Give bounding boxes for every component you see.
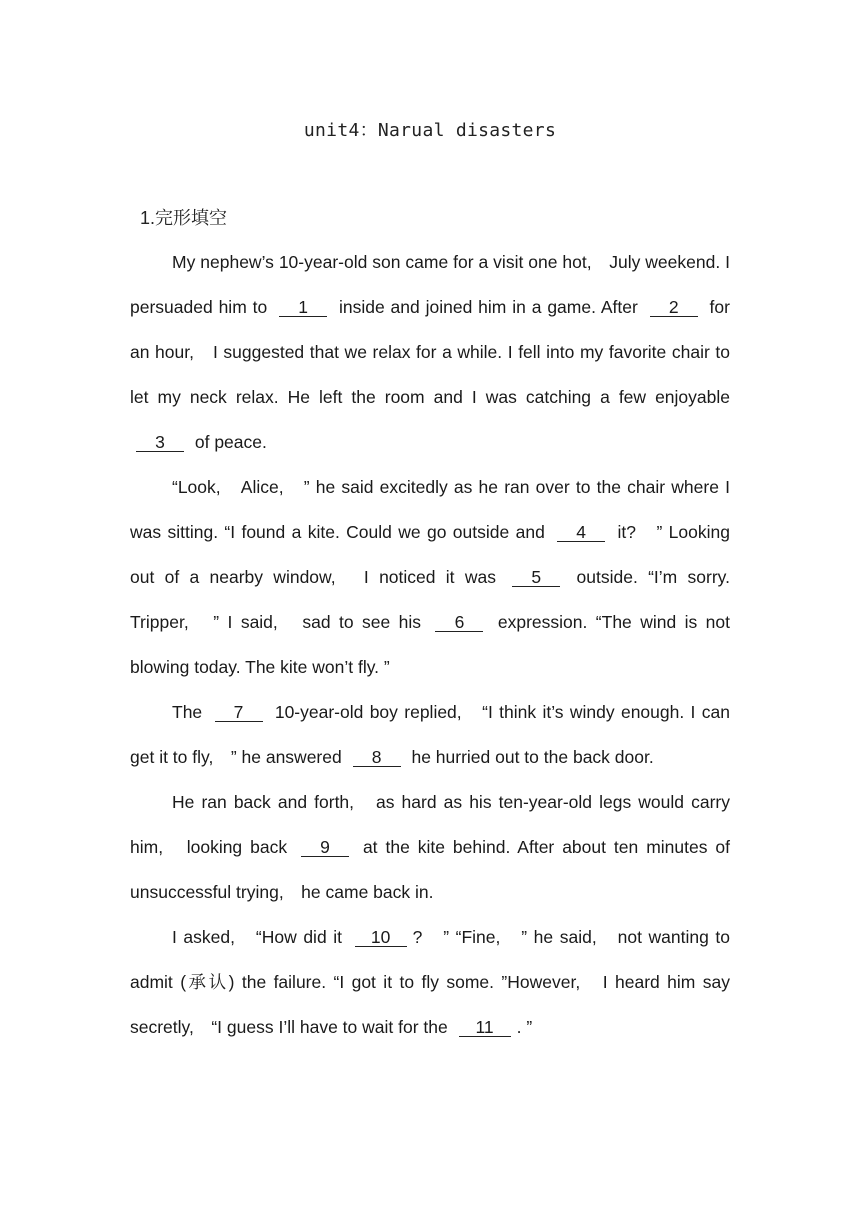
passage-paragraph (130, 690, 730, 780)
answer-blank-5: 5 (512, 568, 560, 587)
answer-blank-6: 6 (435, 613, 483, 632)
passage-paragraph (130, 240, 730, 465)
text-run: 10-year-old boy replied, “I think it’s windy enough. I can get it to fly, ” he answered (130, 702, 730, 767)
text-run: it? ” Looking out of a nearby window, I noticed it was (130, 522, 730, 587)
text-run: of peace. (190, 432, 267, 452)
text-run: . ” (516, 1017, 533, 1037)
answer-blank-8: 8 (353, 748, 401, 767)
passage-body (130, 240, 730, 1050)
text-run: My nephew’s 10-year-old son came for a visit one hot, July weekend. I persuaded him to (130, 252, 730, 317)
answer-blank-2: 2 (650, 298, 698, 317)
text-run: ? ” “Fine, ” he said, not wanting to admit (承认) the failure. “I got it to fly some. ”However, I heard him say secretly, “I guess I’ll have to wait for the (130, 927, 730, 1037)
answer-blank-11: 11 (459, 1018, 511, 1037)
passage-paragraph (130, 915, 730, 1050)
text-run: at the kite behind. After about ten minutes of unsuccessful trying, he came back in. (130, 837, 730, 902)
text-run: He ran back and forth, as hard as his ten-year-old legs would carry him, looking back (130, 792, 730, 857)
answer-blank-3: 3 (136, 433, 184, 452)
text-run: he hurried out to the back door. (406, 747, 654, 767)
text-run: expression. “The wind is not blowing today. The kite won’t fly. ” (130, 612, 730, 677)
answer-blank-10: 10 (355, 928, 407, 947)
text-run: I asked, “How did it (172, 927, 349, 947)
answer-blank-9: 9 (301, 838, 349, 857)
text-run: inside and joined him in a game. After (333, 297, 644, 317)
answer-blank-1: 1 (279, 298, 327, 317)
answer-blank-4: 4 (557, 523, 605, 542)
section-heading: 1.完形填空 (140, 208, 228, 228)
passage-paragraph (130, 780, 730, 915)
text-run: The (172, 702, 209, 722)
text-run: for an hour, I suggested that we relax for a while. I fell into my favorite chair to let my neck relax. He left the room and I was catching a few enjoyable (130, 297, 730, 407)
text-run: outside. “I’m sorry. Tripper, ” I said, sad to see his (130, 567, 730, 632)
answer-blank-7: 7 (215, 703, 263, 722)
text-run: “Look, Alice, ” he said excitedly as he ran over to the chair where I was sitting. “I found a kite. Could we go outside and (130, 477, 730, 542)
passage-paragraph (130, 465, 730, 690)
page-title: unit4：Narual disasters (303, 120, 557, 141)
